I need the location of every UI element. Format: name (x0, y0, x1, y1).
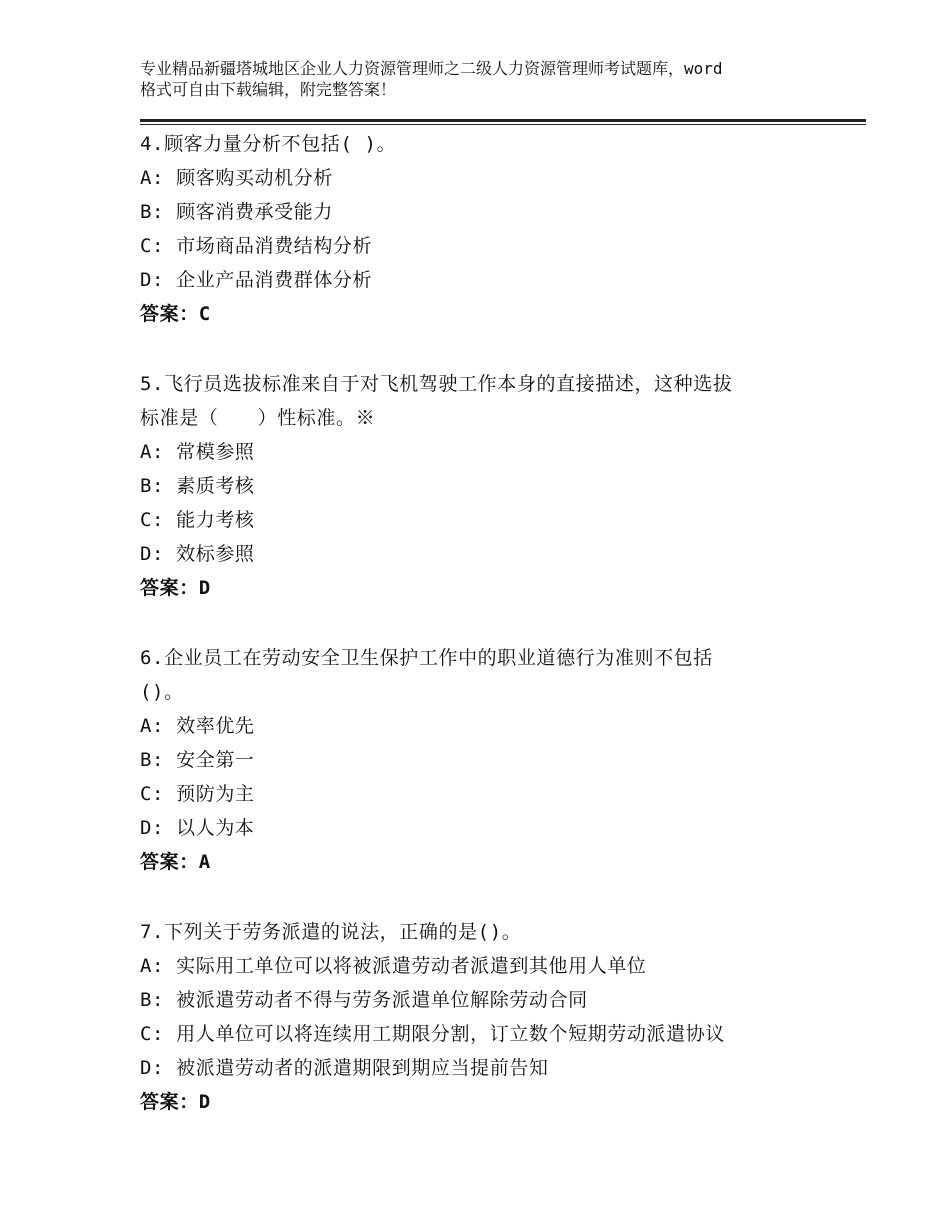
option-a: A: 实际用工单位可以将被派遣劳动者派遣到其他用人单位 (140, 955, 647, 977)
option-d: D: 以人为本 (140, 817, 255, 839)
option-a: A: 效率优先 (140, 715, 255, 737)
option-b: B: 顾客消费承受能力 (140, 201, 333, 223)
option-d: D: 被派遣劳动者的派遣期限到期应当提前告知 (140, 1057, 549, 1079)
header-title-line1: 专业精品新疆塔城地区企业人力资源管理师之二级人力资源管理师考试题库，word (140, 59, 723, 78)
option-a: A: 顾客购买动机分析 (140, 167, 333, 189)
option-c: C: 预防为主 (140, 783, 255, 805)
question-stem: 7.下列关于劳务派遣的说法，正确的是()。 (140, 921, 522, 943)
question-stem-continued: ()。 (140, 681, 184, 703)
header-divider-thick (140, 119, 866, 122)
option-c: C: 用人单位可以将连续用工期限分割，订立数个短期劳动派遣协议 (140, 1023, 725, 1045)
question-5 (140, 367, 840, 605)
question-stem: 5.飞行员选拔标准来自于对飞机驾驶工作本身的直接描述，这种选拔 (140, 373, 733, 395)
option-d: D: 效标参照 (140, 543, 255, 565)
question-list (140, 127, 840, 1155)
option-d: D: 企业产品消费群体分析 (140, 269, 373, 291)
answer-label: 答案：C (140, 303, 211, 325)
question-stem: 6.企业员工在劳动安全卫生保护工作中的职业道德行为准则不包括 (140, 647, 713, 669)
question-6 (140, 641, 840, 879)
answer-label: 答案：A (140, 851, 211, 873)
option-a: A: 常模参照 (140, 441, 255, 463)
document-header (140, 58, 840, 100)
option-b: B: 素质考核 (140, 475, 255, 497)
answer-label: 答案：D (140, 577, 211, 599)
question-7 (140, 915, 840, 1119)
option-b: B: 被派遣劳动者不得与劳务派遣单位解除劳动合同 (140, 989, 588, 1011)
question-stem: 4.顾客力量分析不包括( )。 (140, 133, 397, 155)
question-stem-continued: 标准是（ ）性标准。※ (140, 407, 376, 429)
header-title-line2: 格式可自由下载编辑，附完整答案！ (140, 80, 397, 99)
option-b: B: 安全第一 (140, 749, 255, 771)
option-c: C: 能力考核 (140, 509, 255, 531)
header-divider-thin (140, 124, 866, 125)
option-c: C: 市场商品消费结构分析 (140, 235, 373, 257)
answer-label: 答案：D (140, 1091, 211, 1113)
question-4 (140, 127, 840, 331)
